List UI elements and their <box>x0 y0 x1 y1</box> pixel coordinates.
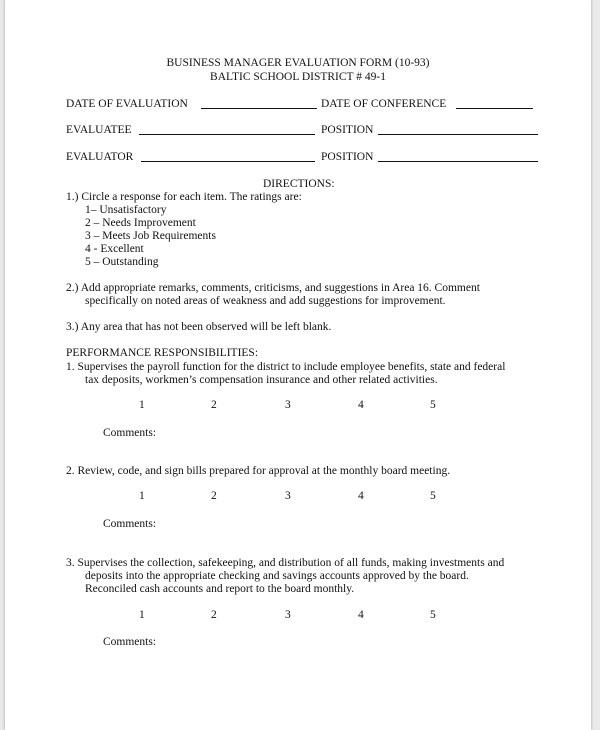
position-line-1[interactable] <box>378 134 538 135</box>
rating-option-4[interactable]: 4 <box>358 490 364 502</box>
position-line-2[interactable] <box>378 161 538 162</box>
rating-option-1[interactable]: 1 <box>139 490 145 502</box>
rating-definition-1: 1– Unsatisfactory <box>85 204 167 216</box>
date-of-evaluation-label: DATE OF EVALUATION <box>66 98 188 110</box>
position-label-2: POSITION <box>321 151 374 163</box>
direction-item-1: 1.) Circle a response for each item. The ratings are: <box>66 191 302 203</box>
date-of-conference-label: DATE OF CONFERENCE <box>321 98 447 110</box>
rating-definition-2: 2 – Needs Improvement <box>85 217 196 229</box>
form-title: BUSINESS MANAGER EVALUATION FORM (10-93) <box>166 57 430 69</box>
performance-heading: PERFORMANCE RESPONSIBILITIES: <box>66 347 259 359</box>
rating-option-2[interactable]: 2 <box>211 609 217 621</box>
direction-item-2-line-2: specifically on noted areas of weakness and add suggestions for improvement. <box>85 295 446 307</box>
evaluatee-label: EVALUATEE <box>66 124 132 136</box>
directions-heading: DIRECTIONS: <box>263 178 335 190</box>
rating-option-1[interactable]: 1 <box>139 609 145 621</box>
responsibility-2-line-1: 2. Review, code, and sign bills prepared for approval at the monthly board meeting. <box>66 465 451 477</box>
comments-label-1: Comments: <box>103 427 157 439</box>
form-subtitle: BALTIC SCHOOL DISTRICT # 49-1 <box>210 71 386 83</box>
rating-option-3[interactable]: 3 <box>285 399 291 411</box>
responsibility-3-line-3: Reconciled cash accounts and report to the board monthly. <box>85 583 355 595</box>
rating-option-2[interactable]: 2 <box>211 399 217 411</box>
direction-item-3: 3.) Any area that has not been observed will be left blank. <box>66 321 332 333</box>
rating-option-1[interactable]: 1 <box>139 399 145 411</box>
comments-label-3: Comments: <box>103 636 157 648</box>
rating-definition-3: 3 – Meets Job Requirements <box>85 230 216 242</box>
comments-label-2: Comments: <box>103 518 157 530</box>
rating-option-4[interactable]: 4 <box>358 609 364 621</box>
rating-option-2[interactable]: 2 <box>211 490 217 502</box>
evaluatee-line[interactable] <box>139 134 315 135</box>
responsibility-3-line-2: deposits into the appropriate checking and savings accounts approved by the board. <box>85 570 469 582</box>
evaluator-label: EVALUATOR <box>66 151 134 163</box>
document-page <box>5 0 591 730</box>
rating-option-5[interactable]: 5 <box>430 490 436 502</box>
evaluator-line[interactable] <box>141 161 315 162</box>
rating-definition-5: 5 – Outstanding <box>85 256 159 268</box>
date-of-conference-line[interactable] <box>456 108 533 109</box>
rating-option-5[interactable]: 5 <box>430 609 436 621</box>
responsibility-1-line-1: 1. Supervises the payroll function for the district to include employee benefits, state and federal <box>66 361 506 373</box>
rating-option-4[interactable]: 4 <box>358 399 364 411</box>
date-of-evaluation-line[interactable] <box>201 108 317 109</box>
rating-option-5[interactable]: 5 <box>430 399 436 411</box>
rating-definition-4: 4 - Excellent <box>85 243 144 255</box>
position-label-1: POSITION <box>321 124 374 136</box>
rating-option-3[interactable]: 3 <box>285 609 291 621</box>
rating-option-3[interactable]: 3 <box>285 490 291 502</box>
direction-item-2-line-1: 2.) Add appropriate remarks, comments, criticisms, and suggestions in Area 16. Comment <box>66 282 480 294</box>
responsibility-3-line-1: 3. Supervises the collection, safekeeping, and distribution of all funds, making investments and <box>66 557 505 569</box>
responsibility-1-line-2: tax deposits, workmen’s compensation insurance and other related activities. <box>85 374 438 386</box>
